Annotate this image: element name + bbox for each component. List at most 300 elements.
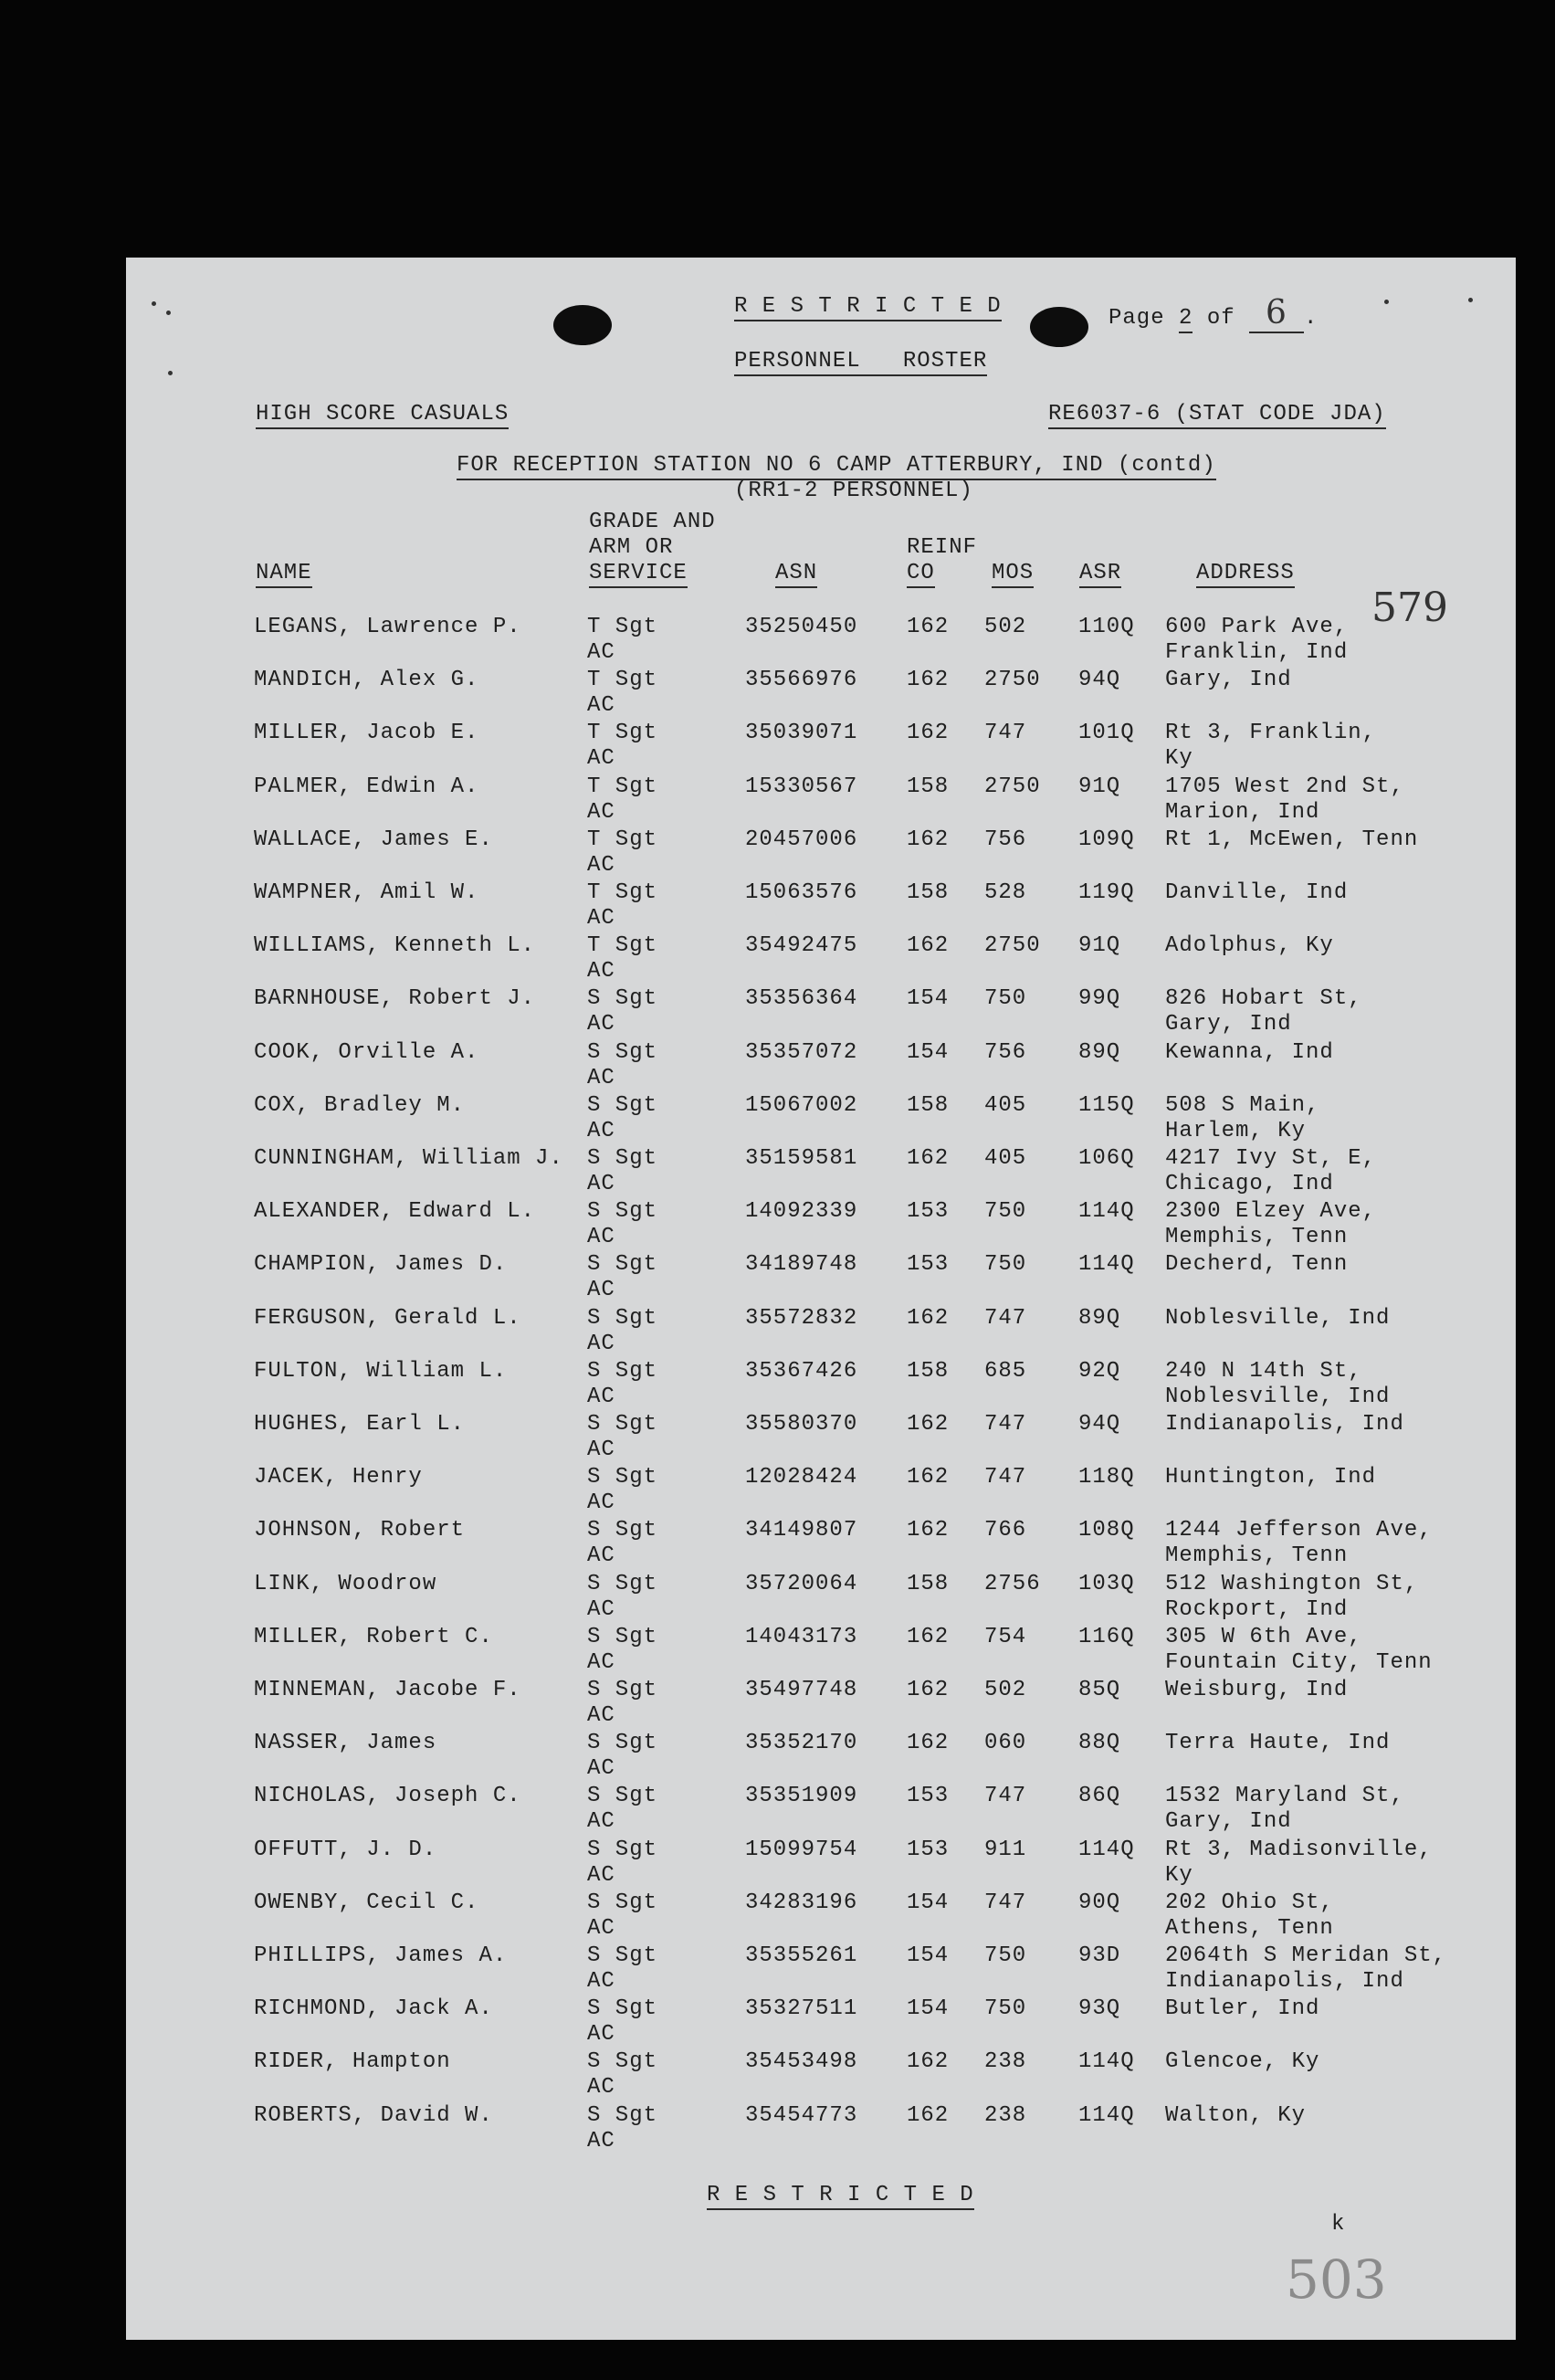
asn: 15063576 (745, 880, 858, 905)
address-line-1: Kewanna, Ind (1165, 1039, 1334, 1065)
address-line-2: Harlem, Ky (1165, 1118, 1307, 1143)
person-name: OFFUTT, J. D. (254, 1837, 437, 1862)
address-line-1: Adolphus, Ky (1165, 933, 1334, 959)
reinf-co: 162 (907, 2049, 950, 2075)
address-line-2: Athens, Tenn (1165, 1915, 1334, 1941)
roster-title: PERSONNEL ROSTER (734, 349, 987, 376)
person-name: WALLACE, James E. (254, 827, 493, 852)
reinf-co: 154 (907, 1996, 950, 2022)
asr: 94Q (1078, 1412, 1121, 1437)
reinf-co: 158 (907, 880, 950, 905)
grade: T Sgt (587, 827, 658, 852)
person-name: NASSER, James (254, 1731, 437, 1756)
address-line-1: Butler, Ind (1165, 1996, 1320, 2022)
reinf-co: 162 (907, 827, 950, 852)
grade: T Sgt (587, 880, 658, 905)
person-name: WILLIAMS, Kenneth L. (254, 933, 536, 959)
reinf-co: 162 (907, 1305, 950, 1331)
mos: 685 (984, 1358, 1027, 1384)
mos: 750 (984, 1996, 1027, 2022)
roster-page (126, 258, 1516, 2340)
mos: 756 (984, 1039, 1027, 1065)
reinf-co: 162 (907, 1678, 950, 1702)
reinf-co: 158 (907, 1571, 950, 1596)
reinf-co: 154 (907, 1890, 950, 1915)
address-line-1: Rt 3, Madisonville, (1165, 1837, 1433, 1862)
asn: 35367426 (745, 1358, 858, 1384)
grade: S Sgt (587, 1890, 658, 1915)
reinf-co: 162 (907, 1146, 950, 1171)
arm-service: AC (587, 959, 615, 985)
reinf-co: 153 (907, 1199, 950, 1225)
address-line-1: Rt 3, Franklin, (1165, 721, 1377, 746)
person-name: JACEK, Henry (254, 1465, 423, 1490)
person-name: HUGHES, Earl L. (254, 1412, 466, 1437)
asr: 101Q (1078, 721, 1135, 746)
table-row (126, 2102, 1516, 2155)
mos: 747 (984, 1890, 1027, 1915)
grade: S Sgt (587, 2049, 658, 2075)
mos: 238 (984, 2049, 1027, 2075)
person-name: MILLER, Jacob E. (254, 721, 479, 746)
mos: 405 (984, 1092, 1027, 1118)
arm-service: AC (587, 1172, 615, 1196)
asn: 34149807 (745, 1518, 858, 1543)
reinf-co: 162 (907, 1412, 950, 1437)
person-name: CUNNINGHAM, William J. (254, 1146, 563, 1171)
reinf-co: 158 (907, 1358, 950, 1384)
asr: 114Q (1078, 1199, 1135, 1225)
mos: 502 (984, 1678, 1027, 1702)
address-line-1: Indianapolis, Ind (1165, 1412, 1404, 1437)
asn: 35250450 (745, 615, 858, 639)
asn: 35356364 (745, 986, 858, 1012)
col-grade-2: ARM OR (589, 535, 674, 560)
asr: 114Q (1078, 2102, 1135, 2128)
table-row (126, 879, 1516, 932)
person-name: CHAMPION, James D. (254, 1252, 508, 1278)
person-name: COOK, Orville A. (254, 1039, 479, 1065)
arm-service: AC (587, 746, 615, 772)
address-line-2: Rockport, Ind (1165, 1596, 1349, 1622)
address-line-2: Chicago, Ind (1165, 1172, 1334, 1196)
arm-service: AC (587, 1915, 615, 1941)
address-line-2: Indianapolis, Ind (1165, 1969, 1404, 1994)
reinf-co: 162 (907, 1465, 950, 1490)
table-row (126, 614, 1516, 667)
table-row (126, 1730, 1516, 1783)
grade: S Sgt (587, 986, 658, 1012)
asn: 35355261 (745, 1943, 858, 1968)
reinf-co: 162 (907, 1731, 950, 1756)
asr: 115Q (1078, 1092, 1135, 1118)
table-row (126, 1358, 1516, 1411)
asn: 15330567 (745, 774, 858, 799)
page-label: Page (1108, 306, 1165, 331)
asr: 91Q (1078, 933, 1121, 959)
grade: S Sgt (587, 1996, 658, 2022)
asr: 85Q (1078, 1678, 1121, 1702)
person-name: MINNEMAN, Jacobe F. (254, 1678, 521, 1702)
asr: 114Q (1078, 2049, 1135, 2075)
asr: 114Q (1078, 1252, 1135, 1278)
restricted-header: R E S T R I C T E D (734, 294, 1002, 321)
mos: 2750 (984, 774, 1041, 799)
table-row (126, 985, 1516, 1038)
arm-service: AC (587, 799, 615, 825)
speck (166, 311, 171, 315)
asn: 35327511 (745, 1996, 858, 2022)
table-row (126, 1571, 1516, 1624)
mos: 528 (984, 880, 1027, 905)
grade: T Sgt (587, 615, 658, 639)
grade: S Sgt (587, 1678, 658, 1702)
person-name: PHILLIPS, James A. (254, 1943, 508, 1968)
mos: 750 (984, 1943, 1027, 1968)
table-row (126, 2048, 1516, 2101)
asn: 35572832 (745, 1305, 858, 1331)
page-of-label: of (1206, 306, 1235, 331)
table-row (126, 1198, 1516, 1251)
asn: 14043173 (745, 1624, 858, 1649)
address-line-1: 240 N 14th St, (1165, 1358, 1362, 1384)
table-row (126, 720, 1516, 773)
grade: S Sgt (587, 1624, 658, 1649)
person-name: NICHOLAS, Joseph C. (254, 1784, 521, 1809)
mos: 766 (984, 1518, 1027, 1543)
reinf-co: 153 (907, 1252, 950, 1278)
mos: 747 (984, 1412, 1027, 1437)
person-name: ALEXANDER, Edward L. (254, 1199, 536, 1225)
address-line-2: Noblesville, Ind (1165, 1384, 1391, 1409)
reinf-co: 154 (907, 1039, 950, 1065)
person-name: PALMER, Edwin A. (254, 774, 479, 799)
typist-initial: k (1331, 2212, 1346, 2237)
mos: 756 (984, 827, 1027, 852)
table-row (126, 1411, 1516, 1464)
table-row (126, 1517, 1516, 1570)
address-line-2: Memphis, Tenn (1165, 1543, 1349, 1569)
person-name: JOHNSON, Robert (254, 1518, 466, 1543)
asr: 91Q (1078, 774, 1121, 799)
reinf-co: 162 (907, 615, 950, 639)
col-co-2: CO (907, 561, 935, 588)
reinf-co: 154 (907, 986, 950, 1012)
col-grade-3: SERVICE (589, 561, 688, 588)
mos: 747 (984, 1465, 1027, 1490)
arm-service: AC (587, 1809, 615, 1835)
grade: T Sgt (587, 668, 658, 693)
person-name: FERGUSON, Gerald L. (254, 1305, 521, 1331)
arm-service: AC (587, 1703, 615, 1728)
reinf-co: 162 (907, 721, 950, 746)
asr: 89Q (1078, 1305, 1121, 1331)
col-co-1: REINF (907, 535, 978, 560)
address-line-1: 1244 Jefferson Ave, (1165, 1518, 1433, 1543)
table-row (126, 1996, 1516, 2048)
speck (1468, 298, 1473, 302)
grade: S Sgt (587, 1092, 658, 1118)
address-line-2: Gary, Ind (1165, 1012, 1292, 1037)
stamp-number: 579 (1371, 584, 1448, 631)
arm-service: AC (587, 1543, 615, 1569)
punch-hole-right (1030, 307, 1088, 347)
table-row (126, 1837, 1516, 1890)
punch-hole-left (553, 305, 612, 345)
asn: 15099754 (745, 1837, 858, 1862)
arm-service: AC (587, 1437, 615, 1462)
address-line-1: 305 W 6th Ave, (1165, 1624, 1362, 1649)
asn: 35351909 (745, 1784, 858, 1809)
grade: S Sgt (587, 2102, 658, 2128)
address-line-2: Franklin, Ind (1165, 640, 1349, 665)
arm-service: AC (587, 852, 615, 878)
arm-service: AC (587, 2075, 615, 2101)
address-line-1: 2300 Elzey Ave, (1165, 1199, 1377, 1225)
asn: 34189748 (745, 1252, 858, 1278)
table-row (126, 1092, 1516, 1145)
asr: 86Q (1078, 1784, 1121, 1809)
asn: 35720064 (745, 1571, 858, 1596)
grade: S Sgt (587, 1571, 658, 1596)
asn: 35566976 (745, 668, 858, 693)
asr: 89Q (1078, 1039, 1121, 1065)
person-name: MILLER, Robert C. (254, 1624, 493, 1649)
asr: 110Q (1078, 615, 1135, 639)
reinf-co: 162 (907, 1624, 950, 1649)
asr: 93D (1078, 1943, 1121, 1968)
mos: 2750 (984, 933, 1041, 959)
person-name: OWENBY, Cecil C. (254, 1890, 479, 1915)
arm-service: AC (587, 1596, 615, 1622)
arm-service: AC (587, 693, 615, 719)
person-name: LEGANS, Lawrence P. (254, 615, 521, 639)
address-line-1: Walton, Ky (1165, 2102, 1307, 2128)
reinf-co: 162 (907, 668, 950, 693)
asn: 20457006 (745, 827, 858, 852)
personnel-line: (RR1-2 PERSONNEL) (734, 479, 973, 503)
arm-service: AC (587, 1118, 615, 1143)
grade: S Sgt (587, 1731, 658, 1756)
reinf-co: 162 (907, 933, 950, 959)
table-row (126, 1890, 1516, 1943)
mos: 754 (984, 1624, 1027, 1649)
address-line-1: Rt 1, McEwen, Tenn (1165, 827, 1419, 852)
table-row (126, 1305, 1516, 1358)
grade: S Sgt (587, 1252, 658, 1278)
asr: 108Q (1078, 1518, 1135, 1543)
table-row (126, 932, 1516, 985)
arm-service: AC (587, 906, 615, 931)
grade: S Sgt (587, 1305, 658, 1331)
asr: 106Q (1078, 1146, 1135, 1171)
table-row (126, 1624, 1516, 1677)
bottom-number: 503 (1286, 2248, 1387, 2311)
address-line-2: Marion, Ind (1165, 799, 1320, 825)
table-row (126, 667, 1516, 720)
table-row (126, 1145, 1516, 1198)
mos: 2756 (984, 1571, 1041, 1596)
col-asn: ASN (775, 561, 817, 588)
address-line-1: Noblesville, Ind (1165, 1305, 1391, 1331)
asn: 35497748 (745, 1678, 858, 1702)
address-line-1: 2064th S Meridan St, (1165, 1943, 1447, 1968)
mos: 750 (984, 1199, 1027, 1225)
address-line-2: Ky (1165, 1862, 1193, 1888)
address-line-1: Gary, Ind (1165, 668, 1292, 693)
person-name: COX, Bradley M. (254, 1092, 466, 1118)
arm-service: AC (587, 1756, 615, 1782)
asn: 35357072 (745, 1039, 858, 1065)
person-name: WAMPNER, Amil W. (254, 880, 479, 905)
address-line-1: Huntington, Ind (1165, 1465, 1377, 1490)
mos: 2750 (984, 668, 1041, 693)
asr: 93Q (1078, 1996, 1121, 2022)
asr: 92Q (1078, 1358, 1121, 1384)
asr: 109Q (1078, 827, 1135, 852)
reinf-co: 158 (907, 1092, 950, 1118)
reinf-co: 154 (907, 1943, 950, 1968)
mos: 747 (984, 1784, 1027, 1809)
address-line-1: 202 Ohio St, (1165, 1890, 1334, 1915)
unit-label: HIGH SCORE CASUALS (256, 402, 509, 429)
asn: 35352170 (745, 1731, 858, 1756)
asr: 94Q (1078, 668, 1121, 693)
mos: 747 (984, 721, 1027, 746)
arm-service: AC (587, 1331, 615, 1356)
address-line-1: Glencoe, Ky (1165, 2049, 1320, 2075)
reinf-co: 153 (907, 1837, 950, 1862)
address-line-1: Danville, Ind (1165, 880, 1349, 905)
table-row (126, 774, 1516, 827)
address-line-1: 512 Washington St, (1165, 1571, 1419, 1596)
table-row (126, 1251, 1516, 1304)
address-line-1: 508 S Main, (1165, 1092, 1320, 1118)
arm-service: AC (587, 2128, 615, 2154)
person-name: LINK, Woodrow (254, 1571, 437, 1596)
speck (168, 371, 173, 375)
address-line-1: 826 Hobart St, (1165, 986, 1362, 1012)
person-name: FULTON, William L. (254, 1358, 508, 1384)
address-line-1: Decherd, Tenn (1165, 1252, 1349, 1278)
page-total: 6 (1249, 294, 1304, 333)
arm-service: AC (587, 1225, 615, 1250)
grade: S Sgt (587, 1358, 658, 1384)
mos: 750 (984, 986, 1027, 1012)
person-name: BARNHOUSE, Robert J. (254, 986, 536, 1012)
asr: 103Q (1078, 1571, 1135, 1596)
grade: S Sgt (587, 1837, 658, 1862)
grade: S Sgt (587, 1146, 658, 1171)
arm-service: AC (587, 1490, 615, 1516)
table-row (126, 1783, 1516, 1836)
table-row (126, 1677, 1516, 1730)
mos: 060 (984, 1731, 1027, 1756)
asn: 12028424 (745, 1465, 858, 1490)
grade: S Sgt (587, 1465, 658, 1490)
speck (1384, 300, 1389, 304)
col-grade-1: GRADE AND (589, 510, 716, 534)
person-name: ROBERTS, David W. (254, 2102, 493, 2128)
arm-service: AC (587, 1969, 615, 1994)
arm-service: AC (587, 1278, 615, 1303)
person-name: RIDER, Hampton (254, 2049, 451, 2075)
asr: 90Q (1078, 1890, 1121, 1915)
col-mos: MOS (992, 561, 1034, 588)
address-line-2: Ky (1165, 746, 1193, 772)
grade: S Sgt (587, 1943, 658, 1968)
asn: 15067002 (745, 1092, 858, 1118)
table-row (126, 1943, 1516, 1996)
col-address: ADDRESS (1196, 561, 1295, 588)
table-row (126, 1464, 1516, 1517)
address-line-1: 1532 Maryland St, (1165, 1784, 1404, 1809)
asr: 118Q (1078, 1465, 1135, 1490)
asn: 35453498 (745, 2049, 858, 2075)
asn: 35159581 (745, 1146, 858, 1171)
address-line-2: Fountain City, Tenn (1165, 1649, 1433, 1675)
asr: 116Q (1078, 1624, 1135, 1649)
grade: S Sgt (587, 1412, 658, 1437)
arm-service: AC (587, 1649, 615, 1675)
station-line: FOR RECEPTION STATION NO 6 CAMP ATTERBURY, IND (contd) (457, 453, 1216, 480)
reinf-co: 162 (907, 1518, 950, 1543)
address-line-2: Gary, Ind (1165, 1809, 1292, 1835)
asr: 88Q (1078, 1731, 1121, 1756)
restricted-footer: R E S T R I C T E D (707, 2183, 974, 2210)
arm-service: AC (587, 1384, 615, 1409)
asr: 119Q (1078, 880, 1135, 905)
mos: 747 (984, 1305, 1027, 1331)
reinf-co: 153 (907, 1784, 950, 1809)
arm-service: AC (587, 2022, 615, 2048)
address-line-1: 1705 West 2nd St, (1165, 774, 1404, 799)
stat-code: RE6037-6 (STAT CODE JDA) (1048, 402, 1386, 429)
grade: S Sgt (587, 1518, 658, 1543)
asn: 34283196 (745, 1890, 858, 1915)
col-name: NAME (256, 561, 312, 588)
asn: 35039071 (745, 721, 858, 746)
arm-service: AC (587, 1012, 615, 1037)
address-line-2: Memphis, Tenn (1165, 1225, 1349, 1250)
arm-service: AC (587, 640, 615, 665)
address-line-1: Weisburg, Ind (1165, 1678, 1349, 1702)
asr: 99Q (1078, 986, 1121, 1012)
grade: T Sgt (587, 721, 658, 746)
mos: 238 (984, 2102, 1027, 2128)
arm-service: AC (587, 1065, 615, 1090)
asn: 35580370 (745, 1412, 858, 1437)
person-name: MANDICH, Alex G. (254, 668, 479, 693)
asn: 35492475 (745, 933, 858, 959)
address-line-1: 4217 Ivy St, E, (1165, 1146, 1377, 1171)
asn: 35454773 (745, 2102, 858, 2128)
page-number: 2 (1179, 306, 1193, 333)
page-indicator: Page 2 of 6 . (1108, 294, 1319, 332)
grade: S Sgt (587, 1199, 658, 1225)
asn: 14092339 (745, 1199, 858, 1225)
asr: 114Q (1078, 1837, 1135, 1862)
table-row (126, 827, 1516, 879)
person-name: RICHMOND, Jack A. (254, 1996, 493, 2022)
address-line-1: 600 Park Ave, (1165, 615, 1349, 639)
reinf-co: 158 (907, 774, 950, 799)
reinf-co: 162 (907, 2102, 950, 2128)
grade: T Sgt (587, 933, 658, 959)
grade: S Sgt (587, 1784, 658, 1809)
speck (152, 301, 156, 306)
address-line-1: Terra Haute, Ind (1165, 1731, 1391, 1756)
